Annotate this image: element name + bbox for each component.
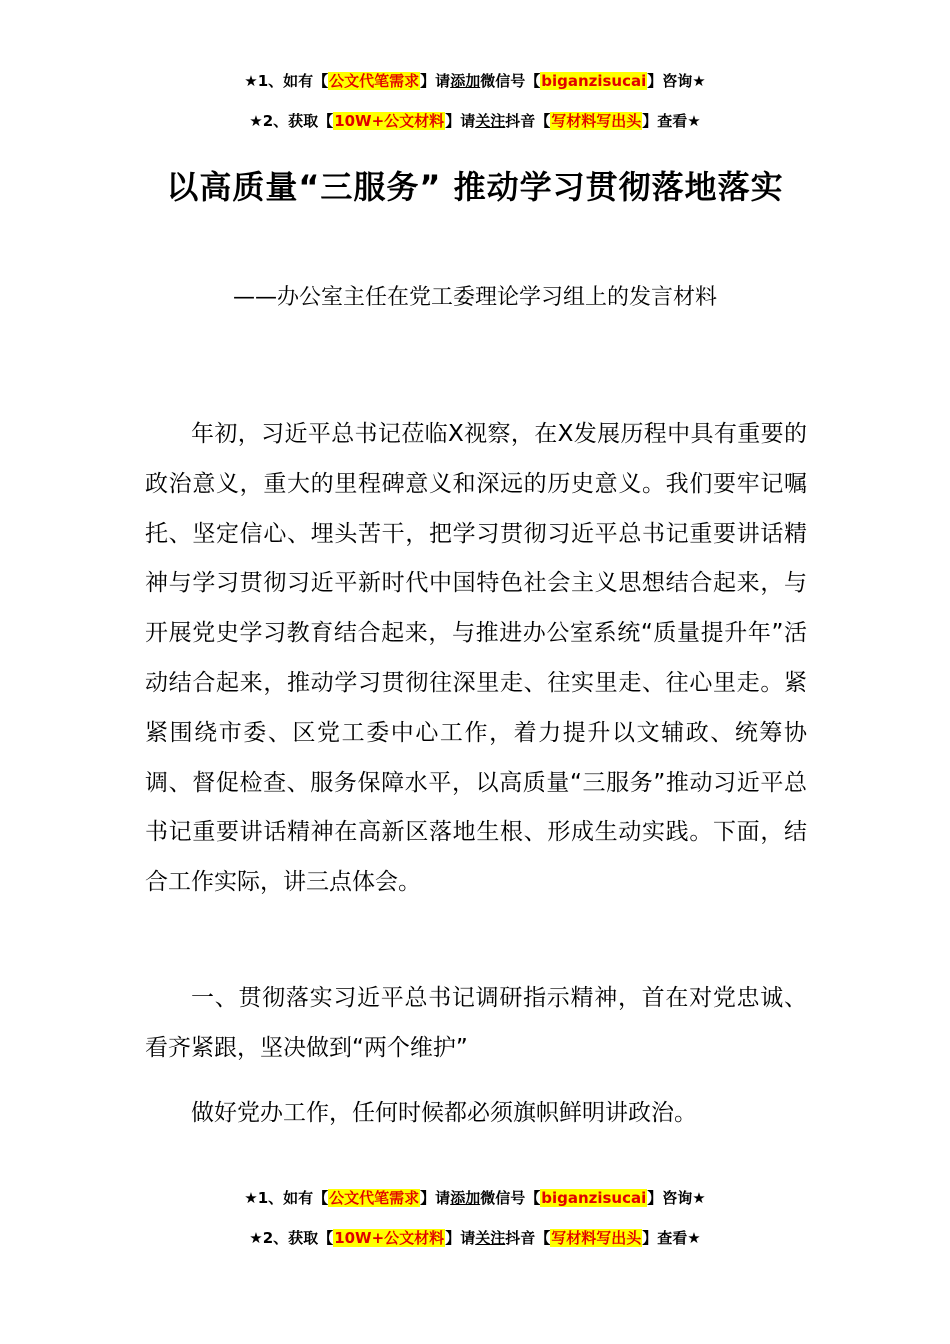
promo-highlight: 10W+公文材料: [334, 112, 445, 130]
promo-line-1: ★1、如有【公文代笔需求】请添加微信号【biganzisucai】咨询★: [244, 1189, 706, 1207]
promo-line-2: ★2、获取【10W+公文材料】请关注抖音【写材料写出头】查看★: [249, 1229, 701, 1247]
body-paragraph: 做好党办工作，任何时候都必须旗帜鲜明讲政治。: [191, 1100, 697, 1126]
promo-douyin-id: 写材料写出头: [551, 112, 642, 130]
promo-douyin-id: 写材料写出头: [551, 1229, 642, 1247]
promo-line-1: ★1、如有【公文代笔需求】请添加微信号【biganzisucai】咨询★: [244, 72, 706, 90]
promo-highlight: 公文代笔需求: [329, 72, 420, 90]
promo-highlight: 10W+公文材料: [334, 1229, 445, 1247]
promo-wechat-id: biganzisucai: [541, 1189, 647, 1207]
promo-wechat-id: biganzisucai: [541, 72, 647, 90]
promo-highlight: 公文代笔需求: [329, 1189, 420, 1207]
header-promo-block: [0, 70, 950, 150]
section-heading: 一、贯彻落实习近平总书记调研指示精神，首在对党忠诚、看齐紧跟，坚决做到“两个维护”: [145, 985, 807, 1061]
promo-line-2: ★2、获取【10W+公文材料】请关注抖音【写材料写出头】查看★: [249, 112, 701, 130]
document-title: 以高质量“三服务” 推动学习贯彻落地落实: [166, 168, 784, 206]
body-paragraph: 年初，习近平总书记莅临X视察，在X发展历程中具有重要的政治意义，重大的里程碑意义和深远的历史意义。我们要牢记嘱托、坚定信心、埋头苦干，把学习贯彻习近平总书记重要讲话精神与学习贯彻习近平新时代中国特色社会主义思想结合起来，与开展党史学习教育结合起来，与推进办公室系统“质量提升年”活动结合起来，推动学习贯彻往深里走、往实里走、往心里走。紧紧围绕市委、区党工委中心工作，着力提升以文辅政、统筹协调、督促检查、服务保障水平，以高质量“三服务”推动习近平总书记重要讲话精神在高新区落地生根、形成生动实践。下面，结合工作实际，讲三点体会。: [145, 421, 807, 896]
document-subtitle: ——办公室主任在党工委理论学习组上的发言材料: [232, 285, 717, 310]
footer-promo-block: [0, 1187, 950, 1267]
